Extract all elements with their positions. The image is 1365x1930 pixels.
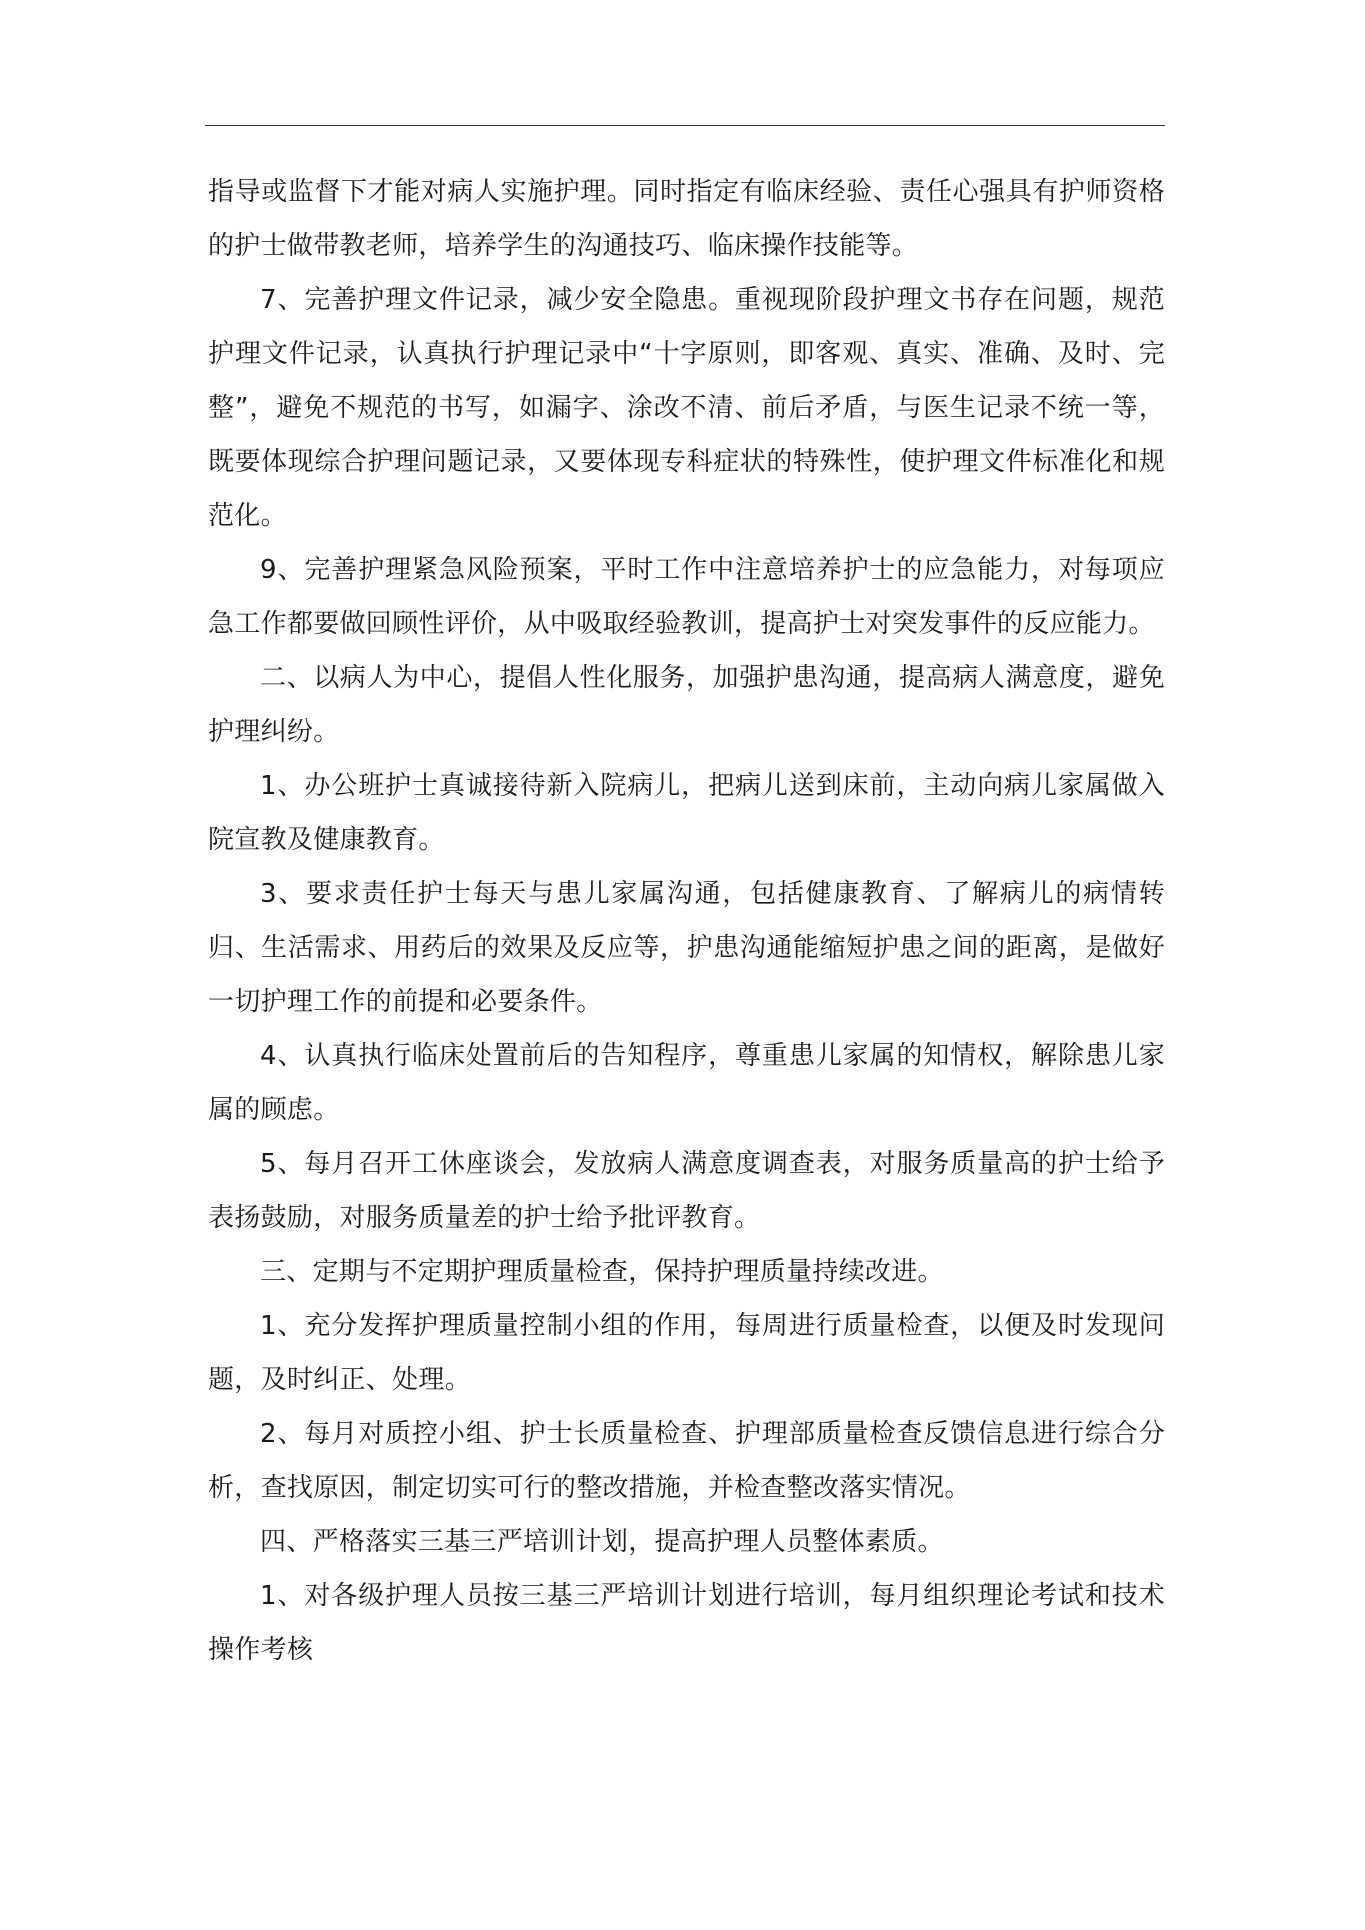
paragraph: 1、对各级护理人员按三基三严培训计划进行培训，每月组织理论考试和技术操作考核 — [208, 1581, 1165, 1665]
paragraph: 指导或监督下才能对病人实施护理。同时指定有临床经验、责任心强具有护师资格的护士做带教老师，培养学生的沟通技巧、临床操作技能等。 — [208, 177, 1165, 261]
paragraph: 4、认真执行临床处置前后的告知程序，尊重患儿家属的知情权，解除患儿家属的顾虑。 — [208, 1041, 1165, 1125]
section-heading: 三、定期与不定期护理质量检查，保持护理质量持续改进。 — [260, 1257, 944, 1287]
section-heading: 四、严格落实三基三严培训计划，提高护理人员整体素质。 — [260, 1527, 944, 1557]
paragraph: 1、充分发挥护理质量控制小组的作用，每周进行质量检查，以便及时发现问题，及时纠正、处理。 — [208, 1311, 1165, 1395]
section-heading: 二、以病人为中心，提倡人性化服务，加强护患沟通，提高病人满意度，避免护理纠纷。 — [208, 663, 1165, 747]
header-rule — [205, 125, 1165, 126]
paragraph: 7、完善护理文件记录，减少安全隐患。重视现阶段护理文书存在问题，规范护理文件记录，认真执行护理记录中“十字原则，即客观、真实、准确、及时、完整”，避免不规范的书写，如漏字、涂改不清、前后矛盾，与医生记录不统一等，既要体现综合护理问题记录，又要体现专科症状的特殊性，使护理文件标准化和规范化。 — [208, 285, 1165, 531]
paragraph: 2、每月对质控小组、护士长质量检查、护理部质量检查反馈信息进行综合分析，查找原因，制定切实可行的整改措施，并检查整改落实情况。 — [208, 1419, 1165, 1503]
paragraph: 3、要求责任护士每天与患儿家属沟通，包括健康教育、了解病儿的病情转归、生活需求、用药后的效果及反应等，护患沟通能缩短护患之间的距离，是做好一切护理工作的前提和必要条件。 — [208, 879, 1165, 1017]
paragraph: 9、完善护理紧急风险预案，平时工作中注意培养护士的应急能力，对每项应急工作都要做回顾性评价，从中吸取经验教训，提高护士对突发事件的反应能力。 — [208, 555, 1165, 639]
paragraph: 5、每月召开工休座谈会，发放病人满意度调查表，对服务质量高的护士给予表扬鼓励，对服务质量差的护士给予批评教育。 — [208, 1149, 1165, 1233]
paragraph: 1、办公班护士真诚接待新入院病儿，把病儿送到床前，主动向病儿家属做入院宣教及健康教育。 — [208, 771, 1165, 855]
document-body — [208, 165, 1165, 1677]
